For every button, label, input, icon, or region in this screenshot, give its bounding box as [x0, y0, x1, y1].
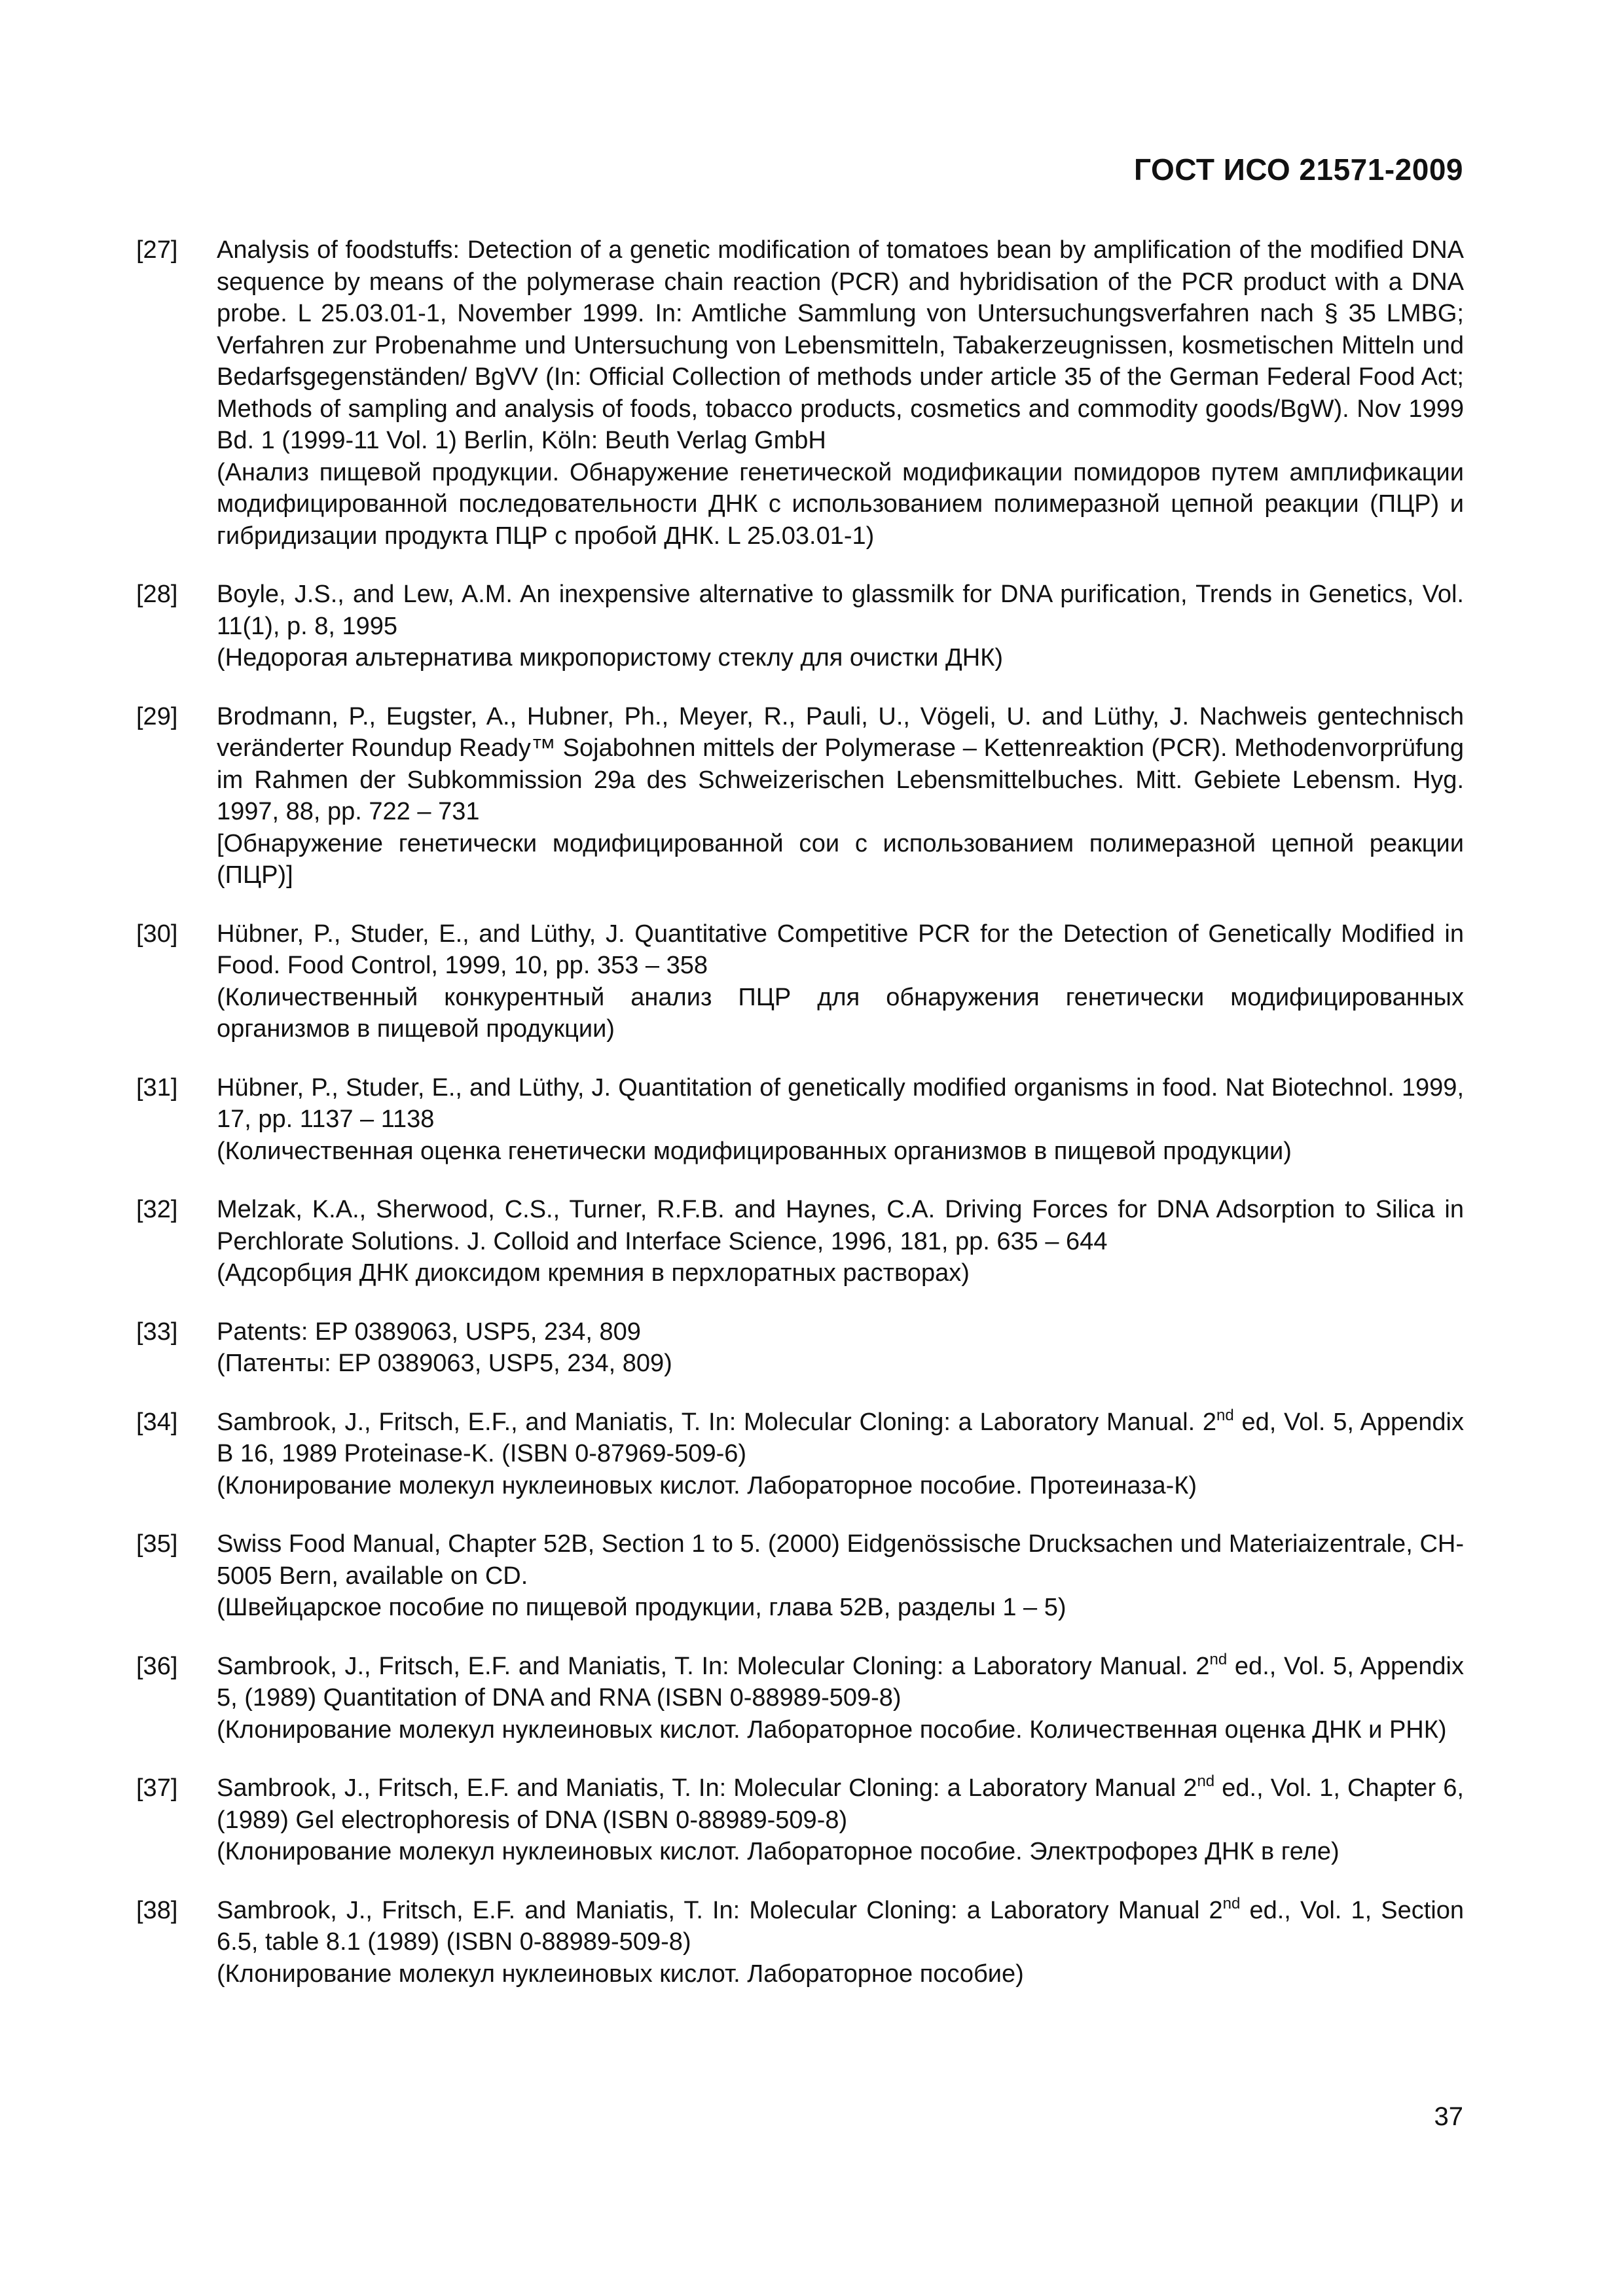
page-number: 37 — [1434, 2102, 1463, 2131]
reference-item — [136, 701, 1464, 891]
reference-translation: (Адсорбция ДНК диоксидом кремния в перхлоратных растворах) — [217, 1259, 970, 1287]
reference-body — [217, 1407, 1464, 1502]
reference-citation: Analysis of foodstuffs: Detection of a genetic modification of tomatoes bean by amplification of the modified DNA sequence by means of the polymerase chain reaction (PCR) and hybridisation of the PCR product with a DNA probe. L 25.03.01-1, November 1999. In: Amtliche Sammlung von Untersuchungsverfahren nach § 35 LMBG; Verfahren zur Probenahme und Untersuchung von Lebensmitteln, Tabakerzeugnissen, kosmetischen Mitteln und Bedarfsgegenständen/ BgVV (In: Official Collection of methods under article 35 of the German Federal Food Act; Methods of sampling and analysis of foods, tobacco products, cosmetics and commodity goods/BgW). Nov 1999 Bd. 1 (1999-11 Vol. 1) Berlin, Köln: Beuth Verlag GmbH — [217, 236, 1464, 454]
reference-number: [32] — [136, 1196, 178, 1223]
reference-citation — [217, 1895, 1464, 1958]
reference-citation: Melzak, K.A., Sherwood, C.S., Turner, R.F.B. and Haynes, C.A. Driving Forces for DNA Adsorption to Silica in Perchlorate Solutions. J. Colloid and Interface Science, 1996, 181, pp. 635 – 644 — [217, 1196, 1464, 1255]
reference-body — [217, 1895, 1464, 1990]
ordinal-suffix: nd — [1197, 1772, 1215, 1790]
reference-item — [136, 1895, 1464, 1990]
reference-body — [217, 1772, 1464, 1868]
reference-citation — [217, 1651, 1464, 1714]
reference-translation: (Патенты: EP 0389063, USP5, 234, 809) — [217, 1350, 672, 1377]
ordinal-suffix: nd — [1222, 1894, 1241, 1912]
reference-number: [31] — [136, 1073, 178, 1102]
reference-item — [136, 1316, 1464, 1380]
reference-translation: (Недорогая альтернатива микропористому стеклу для очистки ДНК) — [217, 644, 1004, 672]
reference-body — [217, 1651, 1464, 1746]
document-code-header: ГОСТ ИСО 21571-2009 — [1134, 152, 1463, 187]
reference-body — [217, 918, 1464, 1045]
reference-citation: Patents: EP 0389063, USP5, 234, 809 — [217, 1318, 641, 1346]
reference-number: [35] — [136, 1530, 178, 1558]
reference-citation: Boyle, J.S., and Lew, A.M. An inexpensive alternative to glassmilk for DNA purification, Trends in Genetics, Vol. 11(1), p. 8, 1995 — [217, 581, 1464, 640]
reference-body — [217, 234, 1464, 552]
reference-translation: (Клонирование молекул нуклеиновых кислот. Лабораторное пособие. Электрофорез ДНК в геле) — [217, 1838, 1340, 1865]
ordinal-suffix: nd — [1216, 1406, 1234, 1424]
reference-body — [217, 1072, 1464, 1168]
reference-citation — [217, 1407, 1464, 1470]
ordinal-suffix: nd — [1209, 1650, 1228, 1668]
reference-translation: (Количественная оценка генетически модифицированных организмов в пищевой продукции) — [217, 1137, 1292, 1165]
reference-translation: (Количественный конкурентный анализ ПЦР для обнаружения генетически модифицированных организмов в пищевой продукции) — [217, 983, 1464, 1043]
reference-translation: (Швейцарское пособие по пищевой продукции, глава 52В, разделы 1 – 5) — [217, 1594, 1067, 1621]
reference-item — [136, 918, 1464, 1045]
reference-citation: Hübner, P., Studer, E., and Lüthy, J. Quantitative Competitive PCR for the Detection of Genetically Modified in Food. Food Control, 1999, 10, pp. 353 – 358 — [217, 920, 1464, 979]
reference-translation: (Клонирование молекул нуклеиновых кислот. Лабораторное пособие. Количественная оценка ДНК и РНК) — [217, 1715, 1447, 1744]
reference-translation: (Анализ пищевой продукции. Обнаружение генетической модификации помидоров путем амплификации модифицированной последовательности ДНК с использованием полимеразной цепной реакции (ПЦР) и гибридизации продукта ПЦР с пробой ДНК. L 25.03.01-1) — [217, 458, 1464, 550]
reference-number: [27] — [136, 236, 178, 264]
reference-item — [136, 1528, 1464, 1624]
reference-body — [217, 1194, 1464, 1289]
reference-citation: Swiss Food Manual, Chapter 52B, Section 1 to 5. (2000) Eidgenössische Drucksachen und Materiaizentrale, CH-5005 Bern, available on CD. — [217, 1530, 1464, 1590]
reference-number: [38] — [136, 1896, 178, 1924]
reference-number: [29] — [136, 702, 178, 730]
reference-item — [136, 1651, 1464, 1746]
citation-text: ed., Vol. 1, Chapter 6, (1989) Gel electrophoresis of DNA (ISBN 0-88989-509-8) — [217, 1774, 1464, 1834]
reference-item — [136, 1194, 1464, 1289]
reference-body — [217, 701, 1464, 891]
reference-number: [33] — [136, 1318, 178, 1346]
citation-text: Sambrook, J., Fritsch, E.F. and Maniatis, T. In: Molecular Cloning: a Laboratory Manual 2 — [217, 1774, 1197, 1802]
reference-number: [28] — [136, 581, 178, 608]
reference-body — [217, 579, 1464, 674]
citation-text: Sambrook, J., Fritsch, E.F. and Maniatis, T. In: Molecular Cloning: a Laboratory Manual 2 — [217, 1896, 1223, 1924]
citation-text: Sambrook, J., Fritsch, E.F. and Maniatis, T. In: Molecular Cloning: a Laboratory Manual. 2 — [217, 1652, 1210, 1680]
reference-citation: Hübner, P., Studer, E., and Lüthy, J. Quantitation of genetically modified organisms in food. Nat Biotechnol. 1999, 17, pp. 1137 – 1138 — [217, 1073, 1464, 1133]
reference-citation: Brodmann, P., Eugster, A., Hubner, Ph., Meyer, R., Pauli, U., Vögeli, U. and Lüthy, J. Nachweis gentechnisch veränderter Roundup Ready™ Sojabohnen mittels der Polymerase – Kettenreaktion (PCR). Methodenvorprüfung im Rahmen der Subkommission 29a des Schweizerischen Lebensmittelbuches. Mitt. Gebiete Lebensm. Hyg. 1997, 88, pp. 722 – 731 — [217, 702, 1464, 825]
reference-number: [37] — [136, 1774, 178, 1802]
reference-body — [217, 1316, 1464, 1380]
citation-text: ed., Vol. 1, Section 6.5, table 8.1 (1989) (ISBN 0-88989-509-8) — [217, 1896, 1464, 1956]
citation-text: ed, Vol. 5, Appendix B 16, 1989 Proteinase-K. (ISBN 0-87969-509-6) — [217, 1408, 1464, 1467]
reference-item — [136, 1407, 1464, 1502]
reference-item — [136, 1072, 1464, 1168]
reference-translation: (Клонирование молекул нуклеиновых кислот. Лабораторное пособие) — [217, 1960, 1024, 1988]
citation-text: Sambrook, J., Fritsch, E.F., and Maniatis, T. In: Molecular Cloning: a Laboratory Manual. 2 — [217, 1408, 1217, 1436]
citation-text: ed., Vol. 5, Appendix 5, (1989) Quantitation of DNA and RNA (ISBN 0-88989-509-8) — [217, 1652, 1464, 1712]
reference-item — [136, 1772, 1464, 1868]
reference-translation: [Обнаружение генетически модифицированной сои с использованием полимеразной цепной реакции (ПЦР)] — [217, 829, 1464, 889]
reference-number: [30] — [136, 920, 178, 948]
reference-number: [36] — [136, 1652, 178, 1680]
reference-number: [34] — [136, 1408, 178, 1436]
reference-translation: (Клонирование молекул нуклеиновых кислот. Лабораторное пособие. Протеиназа-К) — [217, 1471, 1197, 1499]
reference-citation — [217, 1772, 1464, 1836]
bibliography-list — [136, 234, 1464, 2017]
reference-body — [217, 1528, 1464, 1624]
reference-item — [136, 234, 1464, 552]
reference-item — [136, 579, 1464, 674]
